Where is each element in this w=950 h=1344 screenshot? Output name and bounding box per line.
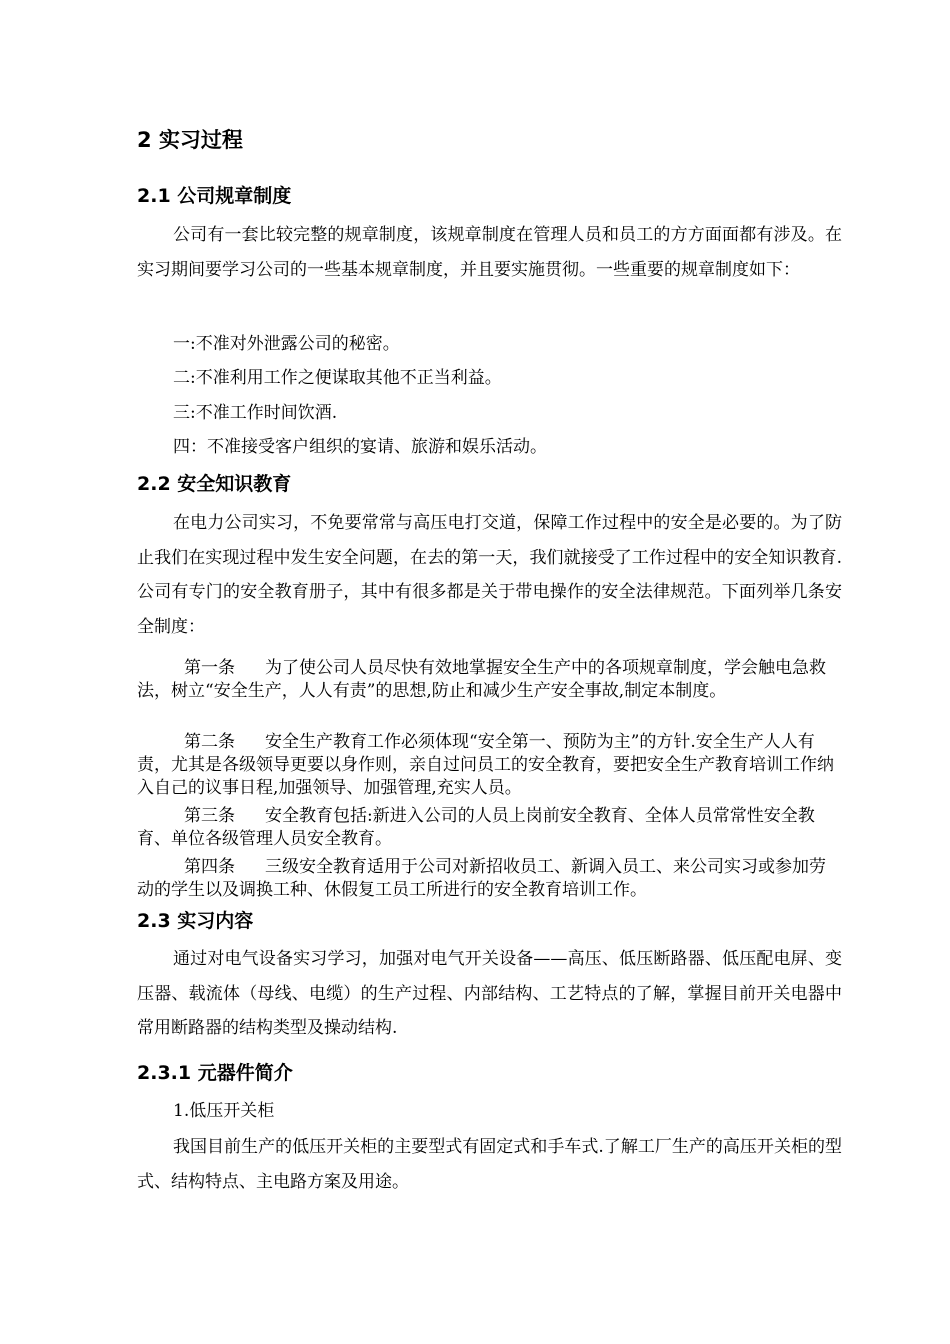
- section-2-2-heading: 2.2 安全知识教育: [137, 473, 292, 495]
- safety-article-2: [137, 731, 842, 800]
- article-label: 第二条: [184, 732, 235, 752]
- section-2-1-intro: 公司有一套比较完整的规章制度，该规章制度在管理人员和员工的方方面面都有涉及。在实习期间要学习公司的一些基本规章制度，并且要实施贯彻。一些重要的规章制度如下：: [137, 225, 842, 280]
- rule-item-2: 二:不准利用工作之便谋取其他不正当利益。: [173, 368, 502, 388]
- article-text: 安全生产教育工作必须体现“安全第一、预防为主”的方针.安全生产人人有责，尤其是各级领导更要以身作则，亲自过问员工的安全教育，要把安全生产教育培训工作纳入自己的议事日程,加强领导、加强管理,充实人员。: [137, 732, 834, 798]
- section-2-heading: 2 实习过程: [137, 128, 243, 152]
- subsection-item-text: 我国目前生产的低压开关柜的主要型式有固定式和手车式.了解工厂生产的高压开关柜的型式、结构特点、主电路方案及用途。: [137, 1137, 842, 1192]
- rule-item-3: 三:不准工作时间饮酒.: [173, 403, 338, 423]
- article-text: 安全教育包括:新进入公司的人员上岗前安全教育、全体人员常常性安全教育、单位各级管理人员安全教育。: [137, 806, 815, 849]
- article-text: 为了使公司人员尽快有效地掌握安全生产中的各项规章制度，学会触电急救法，树立“安全生产，人人有责”的思想,防止和减少生产安全事故,制定本制度。: [137, 658, 826, 701]
- safety-article-3: [137, 805, 842, 851]
- article-label: 第三条: [184, 806, 235, 826]
- section-2-2-intro: 在电力公司实习，不免要常常与高压电打交道，保障工作过程中的安全是必要的。为了防止我们在实现过程中发生安全问题，在去的第一天，我们就接受了工作过程中的安全知识教育.公司有专门的安全教育册子，其中有很多都是关于带电操作的安全法律规范。下面列举几条安全制度：: [137, 513, 842, 637]
- article-text: 三级安全教育适用于公司对新招收员工、新调入员工、来公司实习或参加劳动的学生以及调换工种、休假复工员工所进行的安全教育培训工作。: [137, 857, 826, 900]
- article-label: 第四条: [184, 857, 235, 877]
- section-2-3-1-heading: 2.3.1 元器件简介: [137, 1062, 293, 1084]
- rule-item-4: 四：不准接受客户组织的宴请、旅游和娱乐活动。: [173, 437, 547, 457]
- article-label: 第一条: [184, 658, 235, 678]
- rule-item-1: 一:不准对外泄露公司的秘密。: [173, 334, 400, 354]
- safety-article-4: [137, 856, 842, 902]
- section-2-3-intro: 通过对电气设备实习学习，加强对电气开关设备——高压、低压断路器、低压配电屏、变压器、载流体（母线、电缆）的生产过程、内部结构、工艺特点的了解，掌握目前开关电器中常用断路器的结构类型及操动结构.: [137, 949, 842, 1038]
- section-2-1-heading: 2.1 公司规章制度: [137, 185, 292, 207]
- safety-article-1: [137, 657, 842, 703]
- section-2-3-heading: 2.3 实习内容: [137, 910, 254, 932]
- subsection-item-title: 1.低压开关柜: [173, 1101, 275, 1121]
